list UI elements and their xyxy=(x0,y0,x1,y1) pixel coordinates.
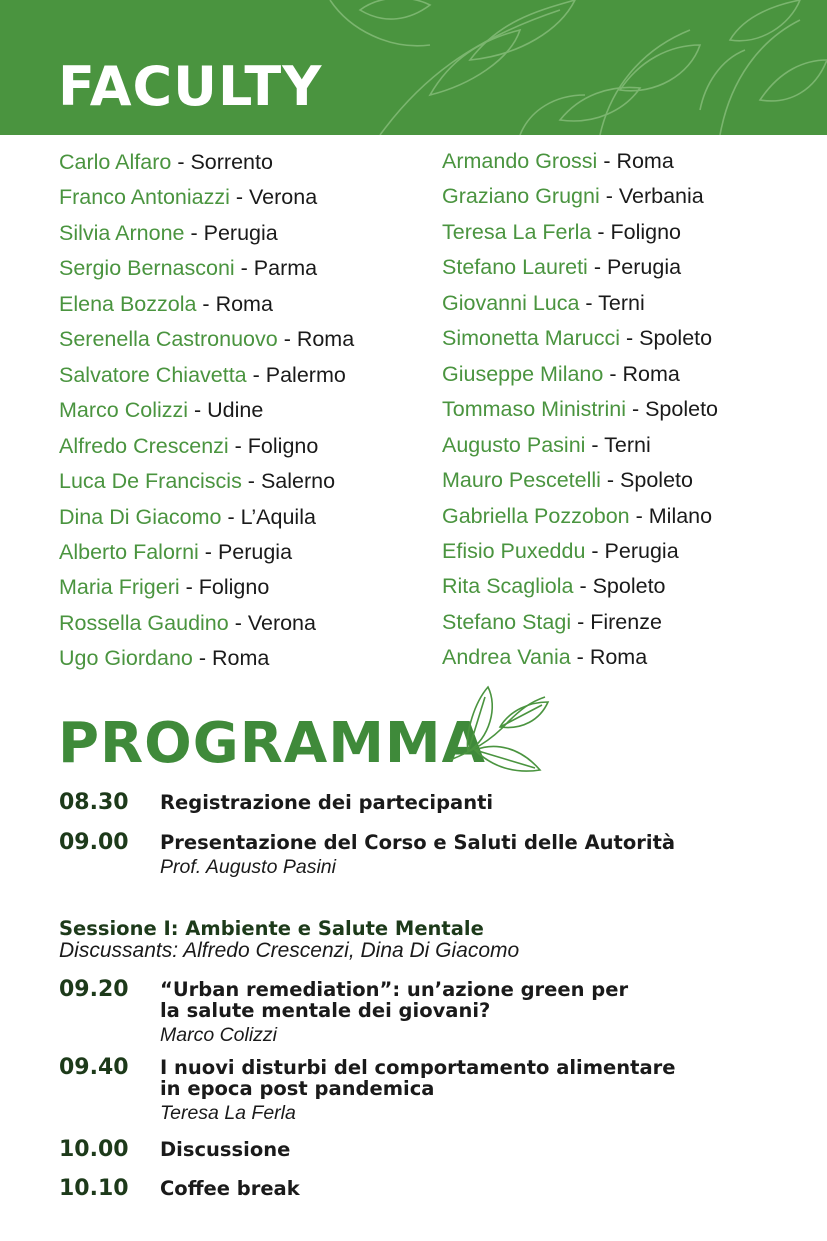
faculty-city: Roma xyxy=(215,291,273,316)
faculty-name: Alberto Falorni xyxy=(59,539,199,564)
faculty-city: Foligno xyxy=(247,433,319,458)
faculty-name: Dina Di Giacomo xyxy=(59,504,222,529)
faculty-city: Verona xyxy=(247,610,316,635)
faculty-name: Tommaso Ministrini xyxy=(442,397,626,422)
faculty-member: Giovanni Luca - Terni xyxy=(442,290,645,315)
faculty-name: Rossella Gaudino xyxy=(59,610,229,635)
faculty-banner xyxy=(0,0,827,135)
faculty-name: Franco Antoniazzi xyxy=(59,185,230,210)
faculty-city: Roma xyxy=(211,646,270,671)
faculty-city: Roma xyxy=(589,645,648,670)
faculty-city: Milano xyxy=(648,503,713,528)
program-title: Discussione xyxy=(160,1138,291,1161)
faculty-city: Udine xyxy=(207,398,264,423)
faculty-city: Spoleto xyxy=(620,468,693,493)
faculty-city: Sorrento xyxy=(190,150,273,174)
faculty-member: Andrea Vania - Roma xyxy=(442,645,648,670)
faculty-member: Silvia Arnone - Perugia xyxy=(59,220,278,245)
faculty-name: Simonetta Marucci xyxy=(442,326,621,351)
programma-title: PROGRAMMA xyxy=(58,711,486,776)
faculty-city: Roma xyxy=(616,149,674,173)
program-speaker: Marco Colizzi xyxy=(160,1024,278,1046)
faculty-name: Salvatore Chiavetta xyxy=(59,362,247,387)
faculty-name: Efisio Puxeddu xyxy=(442,538,586,563)
faculty-member: Tommaso Ministrini - Spoleto xyxy=(442,397,719,422)
faculty-name: Alfredo Crescenzi xyxy=(59,433,229,458)
faculty-member: Franco Antoniazzi - Verona xyxy=(59,185,318,210)
program-title: “Urban remediation”: un’azione green per la salute mentale dei giovani? xyxy=(160,978,629,1022)
faculty-name: Carlo Alfaro xyxy=(59,150,172,174)
faculty-member: Dina Di Giacomo - L’Aquila xyxy=(59,504,316,529)
program-description xyxy=(160,830,720,878)
session-title: Sessione I: Ambiente e Salute Mentale xyxy=(59,917,484,940)
faculty-city: Perugia xyxy=(606,255,682,280)
faculty-city: Verona xyxy=(249,185,318,210)
faculty-city: Roma xyxy=(296,327,355,352)
program-time: 10.00 xyxy=(59,1137,129,1162)
faculty-member: Salvatore Chiavetta - Palermo xyxy=(59,362,346,387)
program-description xyxy=(160,977,720,1046)
faculty-member: Elena Bozzola - Roma xyxy=(59,291,273,316)
program-description xyxy=(160,1176,720,1199)
faculty-name: Marco Colizzi xyxy=(59,398,189,423)
faculty-name: Serenella Castronuovo xyxy=(59,327,278,352)
faculty-name: Mauro Pescetelli xyxy=(442,468,601,493)
faculty-city: Perugia xyxy=(604,538,679,563)
faculty-name: Luca De Franciscis xyxy=(59,469,242,494)
faculty-city: Firenze xyxy=(590,609,662,634)
program-time: 09.40 xyxy=(59,1055,129,1080)
faculty-member: Rita Scagliola - Spoleto xyxy=(442,574,666,599)
faculty-member: Simonetta Marucci - Spoleto xyxy=(442,326,713,351)
session-discussants: Discussants: Alfredo Crescenzi, Dina Di Giacomo xyxy=(59,939,520,962)
faculty-name: Silvia Arnone xyxy=(59,220,185,245)
program-time: 10.10 xyxy=(59,1176,129,1201)
faculty-member: Sergio Bernasconi - Parma xyxy=(59,256,318,281)
faculty-name: Armando Grossi xyxy=(442,149,598,173)
faculty-list-right xyxy=(442,144,718,676)
faculty-name: Graziano Grugni xyxy=(442,184,600,209)
faculty-city: Roma xyxy=(622,361,680,386)
faculty-title: FACULTY xyxy=(58,55,323,118)
faculty-name: Rita Scagliola xyxy=(442,574,574,599)
faculty-member: Serenella Castronuovo - Roma xyxy=(59,327,355,352)
faculty-name: Elena Bozzola xyxy=(59,291,197,316)
faculty-member: Maria Frigeri - Foligno xyxy=(59,575,270,600)
faculty-member: Stefano Stagi - Firenze xyxy=(442,609,662,634)
faculty-city: Perugia xyxy=(203,220,278,245)
faculty-city: Spoleto xyxy=(639,326,713,351)
faculty-city: Terni xyxy=(598,290,645,315)
faculty-member: Stefano Laureti - Perugia xyxy=(442,255,682,280)
faculty-city: Foligno xyxy=(198,575,270,600)
faculty-name: Stefano Stagi xyxy=(442,609,572,634)
faculty-name: Stefano Laureti xyxy=(442,255,588,280)
faculty-member: Graziano Grugni - Verbania xyxy=(442,184,704,209)
leaf-sprig-icon xyxy=(440,682,555,777)
faculty-member: Marco Colizzi - Udine xyxy=(59,398,264,423)
faculty-city: Spoleto xyxy=(592,574,666,599)
program-time: 09.20 xyxy=(59,977,129,1002)
program-description xyxy=(160,1055,720,1124)
program-speaker: Teresa La Ferla xyxy=(160,1102,296,1124)
program-description xyxy=(160,790,720,813)
faculty-name: Ugo Giordano xyxy=(59,646,193,671)
session-header xyxy=(59,918,519,962)
faculty-member: Carlo Alfaro - Sorrento xyxy=(59,150,273,174)
program-speaker: Prof. Augusto Pasini xyxy=(160,856,336,878)
program-title: Registrazione dei partecipanti xyxy=(160,791,494,814)
program-title: Presentazione del Corso e Saluti delle Autorità xyxy=(160,831,676,854)
faculty-name: Teresa La Ferla xyxy=(442,219,592,244)
faculty-member: Armando Grossi - Roma xyxy=(442,149,674,173)
program-title: Coffee break xyxy=(160,1177,300,1200)
faculty-member: Alberto Falorni - Perugia xyxy=(59,539,293,564)
faculty-name: Gabriella Pozzobon xyxy=(442,503,630,528)
faculty-city: Foligno xyxy=(610,219,682,244)
faculty-list-left xyxy=(59,145,354,677)
program-description xyxy=(160,1137,720,1160)
faculty-name: Sergio Bernasconi xyxy=(59,256,235,281)
faculty-city: Salerno xyxy=(260,469,336,494)
faculty-city: Terni xyxy=(604,432,651,457)
faculty-name: Andrea Vania xyxy=(442,645,571,670)
program-title: I nuovi disturbi del comportamento alimentare in epoca post pandemica xyxy=(160,1056,676,1100)
faculty-city: Perugia xyxy=(217,539,293,564)
faculty-member: Ugo Giordano - Roma xyxy=(59,646,270,671)
faculty-name: Augusto Pasini xyxy=(442,432,586,457)
faculty-member: Teresa La Ferla - Foligno xyxy=(442,219,682,244)
faculty-city: Palermo xyxy=(265,362,346,387)
faculty-city: Verbania xyxy=(618,184,704,209)
faculty-member: Giuseppe Milano - Roma xyxy=(442,361,680,386)
program-time: 09.00 xyxy=(59,830,129,855)
faculty-city: Spoleto xyxy=(645,397,719,422)
faculty-member: Gabriella Pozzobon - Milano xyxy=(442,503,713,528)
faculty-member: Augusto Pasini - Terni xyxy=(442,432,651,457)
faculty-member: Rossella Gaudino - Verona xyxy=(59,610,316,635)
faculty-member: Efisio Puxeddu - Perugia xyxy=(442,538,679,563)
faculty-member: Luca De Franciscis - Salerno xyxy=(59,469,336,494)
faculty-city: L’Aquila xyxy=(240,504,316,529)
faculty-city: Parma xyxy=(253,256,318,281)
faculty-member: Alfredo Crescenzi - Foligno xyxy=(59,433,319,458)
faculty-name: Giuseppe Milano xyxy=(442,361,604,386)
faculty-member: Mauro Pescetelli - Spoleto xyxy=(442,468,693,493)
program-time: 08.30 xyxy=(59,790,129,815)
faculty-name: Giovanni Luca xyxy=(442,290,580,315)
faculty-name: Maria Frigeri xyxy=(59,575,180,600)
